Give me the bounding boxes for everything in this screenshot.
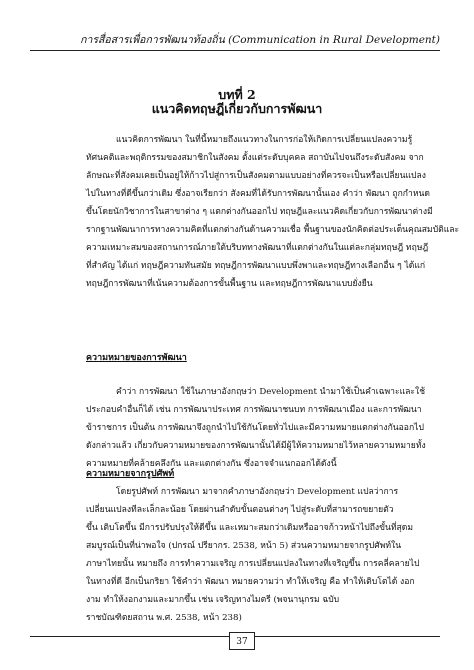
intro-paragraph <box>86 131 460 293</box>
meaning-paragraph <box>86 383 426 473</box>
paragraph-line: ภาษาไทยนั้น หมายถึง การทำความเจริญ การเปลี่ยนแปลงในทางที่เจริญขึ้น การคลี่คลายไป <box>86 559 420 569</box>
paragraph-line: ประกอบคำอื่นก็ได้ เช่น การพัฒนาประเทศ การพัฒนาชนบท การพัฒนาเมือง และการพัฒนา <box>86 405 422 415</box>
paragraph-line: สมบูรณ์เป็นที่น่าพอใจ (ปกรณ์ ปรียากร. 2538, หน้า 5) ส่วนความหมายจากรูปศัพท์ใน <box>86 541 402 551</box>
running-header: การสื่อสารเพื่อการพัฒนาท้องถิ่น (Communication in Rural Development) <box>80 34 440 46</box>
paragraph-line: เปลี่ยนแปลงทีละเล็กละน้อย โดยผ่านลำดับขั้นตอนต่างๆ ไปสู่ระดับที่สามารถขยายตัว <box>86 505 394 515</box>
paragraph-line: โดยรูปศัพท์ การพัฒนา มาจากคำภาษาอังกฤษว่า Development แปลว่าการ <box>116 487 399 497</box>
header-divider <box>30 50 440 51</box>
paragraph-line: ไปในทางที่ดีขึ้นกว่าเดิม ซึ่งอาจเรียกว่า สังคมที่ได้รับการพัฒนานั้นเอง คำว่า พัฒนา ถูกกำหนด <box>86 189 430 199</box>
paragraph-line: ที่สำคัญ ได้แก่ ทฤษฎีความทันสมัย ทฤษฎีการพัฒนาแบบพึ่งพาและทฤษฎีทางเลือกอื่น ๆ ได้แก่ <box>86 261 426 271</box>
paragraph-line: ทฤษฎีการพัฒนาที่เน้นความต้องการขั้นพื้นฐาน และทฤษฎีการพัฒนาแบบยั่งยืน <box>86 279 373 289</box>
paragraph-line: ขึ้นโดยนักวิชาการในสาขาต่าง ๆ แตกต่างกันออกไป ทฤษฎีและแนวคิดเกี่ยวกับการพัฒนาต่างมี <box>86 207 433 217</box>
section-heading-meaning: ความหมายของการพัฒนา <box>86 353 187 363</box>
section-heading-root-meaning: ความหมายจากรูปศัพท์ <box>86 469 175 479</box>
paragraph-line: ความหมายที่คล้ายคลึงกัน และแตกต่างกัน ซึ่งอาจจำแนกออกได้ดังนี้ <box>86 459 337 469</box>
chapter-number: บทที่ 2 <box>218 87 256 102</box>
chapter-title: แนวคิดทฤษฎีเกี่ยวกับการพัฒนา <box>151 101 323 116</box>
paragraph-line: ทัศนคติและพฤติกรรมของสมาชิกในสังคม ตั้งแต่ระดับบุคคล สถาบันไปจนถึงระดับสังคม จาก <box>86 153 424 163</box>
paragraph-line: ราชบัณฑิตยสถาน พ.ศ. 2538, หน้า 238) <box>86 613 242 623</box>
paragraph-line: ขึ้น เติบโตขึ้น มีการปรับปรุงให้ดีขึ้น และเหมาะสมกว่าเดิมหรืออาจก้าวหน้าไปถึงขั้นที่สุดม <box>86 523 413 533</box>
paragraph-line: รากฐานพัฒนาการทางความคิดที่แตกต่างกันด้านความเชื่อ พื้นฐานของนักคิดต่อประเด็นคุณสมบัติและ <box>86 225 460 235</box>
page-number: 37 <box>229 632 255 650</box>
paragraph-line: ในทางที่ดี อีกเป็นกริยา ใช้คำว่า พัฒนา หมายความว่า ทำให้เจริญ คือ ทำให้เติบโตได้ งอก <box>86 577 415 587</box>
paragraph-line: ลักษณะที่สังคมเคยเป็นอยู่ให้ก้าวไปสู่การเป็นสังคมตามแบบอย่างที่ควรจะเป็นหรือเปลี่ยนแปลง <box>86 171 426 181</box>
paragraph-line: แนวคิดการพัฒนา ในที่นี้หมายถึงแนวทางในการก่อให้เกิดการเปลี่ยนแปลงความรู้ <box>116 135 413 145</box>
paragraph-line: งาม ทำให้งอกงามและมากขึ้น เช่น เจริญทางไมตรี (พจนานุกรม ฉบับ <box>86 595 340 605</box>
paragraph-line: คำว่า การพัฒนา ใช้ในภาษาอังกฤษว่า Development นำมาใช้เป็นคำเฉพาะและใช้ <box>116 387 426 397</box>
root-meaning-paragraph <box>86 483 420 627</box>
paragraph-line: ความเหมาะสมของสถานการณ์ภายใต้บริบททางพัฒนาที่แตกต่างกันในแต่ละกลุ่มทฤษฎี ทฤษฎี <box>86 243 429 253</box>
paragraph-line: ดังกล่าวแล้ว เกี่ยวกับความหมายของการพัฒนานั้นได้มีผู้ให้ความหมายไว้หลายความหมายทั้ง <box>86 441 426 451</box>
paragraph-line: ข้าราชการ เป็นต้น การพัฒนาจึงถูกนำไปใช้กันโดยทั่วไปและมีความหมายแตกต่างกันออกไป <box>86 423 424 433</box>
